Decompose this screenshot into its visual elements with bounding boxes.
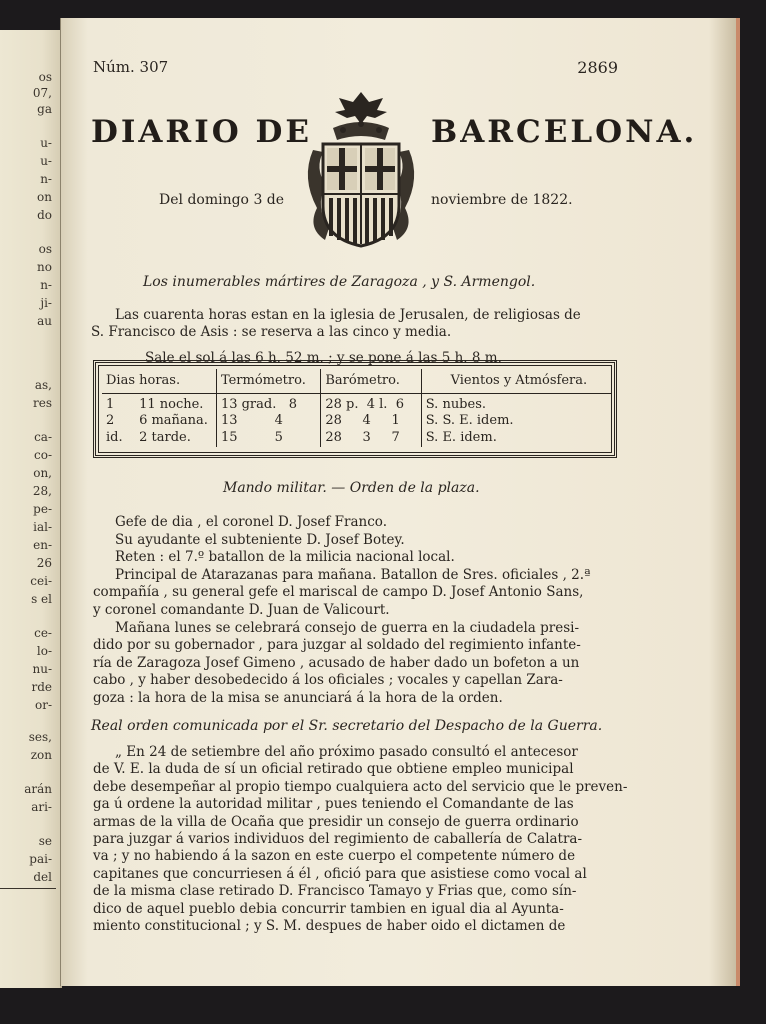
weather-cell: 1 11 noche.: [102, 393, 216, 413]
text-line: ría de Zaragoza Josef Gimeno , acusado de haber dado un bofeton a un: [93, 654, 580, 671]
left-page-fragment: u-: [40, 154, 52, 168]
section-heading-royal-order: Real orden comunicada por el Sr. secretario del Despacho de la Guerra.: [91, 718, 603, 734]
weather-cell: 13 4: [216, 413, 320, 430]
left-page-edge: [0, 30, 62, 988]
text-line: ga ú ordene la autoridad militar , pues teniendo el Comandante de las: [93, 796, 574, 813]
left-page-fragment: en-: [33, 538, 52, 552]
text-line: dido por su gobernador , para juzgar al soldado del regimiento infante-: [93, 637, 581, 654]
weather-row: [102, 430, 612, 447]
text-line: y coronel comandante D. Juan de Valicourt.: [93, 602, 390, 618]
left-page-fragment: ji-: [40, 296, 52, 310]
col-days-hours: Dias horas.: [102, 369, 216, 393]
left-page-fragment: pai-: [29, 852, 52, 866]
weather-cell: 13 grad. 8: [216, 393, 320, 413]
left-page-fragment: nu-: [32, 662, 52, 676]
text-line: Principal de Atarazanas para mañana. Batallon de Sres. oficiales , 2.ª: [115, 566, 591, 583]
left-page-fragment: res: [33, 396, 52, 410]
weather-row: [102, 413, 612, 430]
text-line: va ; y no habiendo á la sazon en este cuerpo el competente número de: [93, 848, 576, 865]
text-line: Gefe de dia , el coronel D. Josef Franco.: [115, 514, 387, 530]
left-page-fragment: 26: [36, 556, 52, 570]
page-number: 2869: [577, 58, 618, 77]
saints-of-day: Los inumerables mártires de Zaragoza , y S. Armengol.: [143, 274, 536, 290]
date-left: Del domingo 3 de: [159, 192, 285, 208]
text-line: de V. E. la duda de sí un oficial retirado que obtiene empleo municipal: [93, 761, 574, 778]
weather-cell: S. E. idem.: [425, 430, 497, 445]
coat-of-arms-icon: [299, 88, 423, 250]
issue-number: Núm. 307: [93, 58, 169, 76]
left-page-fragment: n-: [40, 172, 52, 186]
text-line: debe desempeñar al propio tiempo cualquiera acto del servicio que le preven-: [93, 778, 628, 795]
left-page-fragment: au: [37, 314, 52, 328]
weather-row: [102, 393, 612, 413]
weather-cell: 2 6 mañana.: [102, 413, 216, 430]
weather-cell: 28 4 1: [321, 413, 421, 430]
text-line: cabo , y haber desobedecido á los oficiales ; vocales y capellan Zara-: [93, 672, 563, 689]
left-page-fragment: pe-: [33, 502, 52, 516]
left-page-fragment: cei-: [30, 574, 52, 588]
text-line: Su ayudante el subteniente D. Josef Botey.: [115, 531, 405, 548]
text-line: capitanes que concurriesen á él , ofició para que asistiese como vocal al: [93, 865, 587, 882]
weather-cell: S. S. E. idem.: [425, 413, 514, 428]
left-page-fragment: ca-: [34, 430, 52, 444]
left-page-fragment: on,: [33, 466, 52, 480]
newspaper-page: [60, 18, 740, 986]
weather-cell: id. 2 tarde.: [102, 430, 216, 447]
sunrise-sunset: Sale el sol á las 6 h. 52 m. ; y se pone á las 5 h. 8 m.: [145, 350, 502, 366]
left-page-fragment: se: [38, 834, 52, 848]
text-line: compañía , su general gefe el mariscal de campo D. Josef Antonio Sans,: [93, 584, 584, 601]
col-winds: Vientos y Atmósfera.: [421, 369, 612, 393]
left-page-fragment: os: [38, 70, 52, 84]
left-page-fragment: co-: [34, 448, 52, 462]
text-line: goza : la hora de la misa se anunciará á la hora de la orden.: [93, 690, 503, 706]
left-page-fragment: no: [37, 260, 52, 274]
text-line: armas de la villa de Ocaña que presidir un consejo de guerra ordinario: [93, 813, 579, 830]
left-page-fragment: zon: [30, 748, 52, 762]
masthead-title-right: BARCELONA.: [431, 114, 698, 150]
left-page-fragment: ial-: [33, 520, 52, 534]
col-barometer: Barómetro.: [321, 369, 421, 393]
text-line: dico de aquel pueblo debia concurrir tambien en igual dia al Ayunta-: [93, 900, 564, 917]
text-line: Mañana lunes se celebrará consejo de guerra en la ciudadela presi-: [115, 619, 580, 636]
left-page-fragment: on: [37, 190, 52, 204]
col-thermometer: Termómetro.: [216, 369, 320, 393]
forty-hours-line-2: S. Francisco de Asis : se reserva a las cinco y media.: [91, 324, 452, 340]
text-line: „ En 24 de setiembre del año próximo pasado consultó el antecesor: [115, 744, 578, 760]
left-page-fragment: n-: [40, 278, 52, 292]
left-page-fragment: 28,: [32, 484, 52, 498]
masthead-title-left: DIARIO DE: [91, 114, 313, 150]
forty-hours-line-1: Las cuarenta horas estan en la iglesia de Jerusalen, de religiosas de: [115, 307, 581, 323]
weather-cell: S. nubes.: [425, 396, 487, 412]
date-right: noviembre de 1822.: [431, 192, 573, 208]
text-line: de la misma clase retirado D. Francisco Tamayo y Frias que, como sín-: [93, 883, 577, 900]
left-page-fragment: rde: [31, 680, 52, 694]
text-line: Reten : el 7.º batallon de la milicia nacional local.: [115, 549, 455, 566]
left-page-fragment: lo-: [36, 644, 52, 658]
left-page-fragment: arán: [24, 782, 52, 796]
left-page-fragment: as,: [34, 378, 52, 392]
left-page-fragment: do: [37, 208, 52, 222]
left-page-fragment: del: [33, 870, 52, 884]
left-page-rule: [0, 888, 56, 889]
text-line: miento constitucional ; y S. M. despues de haber oido el dictamen de: [93, 918, 566, 934]
left-page-fragment: ga: [37, 102, 52, 116]
left-page-fragment: ce-: [34, 626, 52, 640]
weather-cell: 15 5: [216, 430, 320, 447]
section-heading-military: Mando militar. — Orden de la plaza.: [223, 480, 480, 496]
left-page-fragment: s el: [31, 592, 52, 606]
left-page-fragment: 07,: [32, 86, 52, 100]
weather-table: [93, 360, 617, 458]
left-page-fragment: or-: [34, 698, 52, 712]
left-page-fragment: os: [38, 242, 52, 256]
left-page-fragment: ari-: [31, 800, 52, 814]
left-page-fragment: ses,: [28, 730, 52, 744]
weather-header-row: [102, 369, 612, 393]
left-page-fragment: u-: [40, 136, 52, 150]
text-line: para juzgar á varios individuos del regimiento de caballería de Calatra-: [93, 831, 583, 847]
weather-cell: 28 p. 4 l. 6: [321, 393, 421, 413]
weather-cell: 28 3 7: [321, 430, 421, 447]
